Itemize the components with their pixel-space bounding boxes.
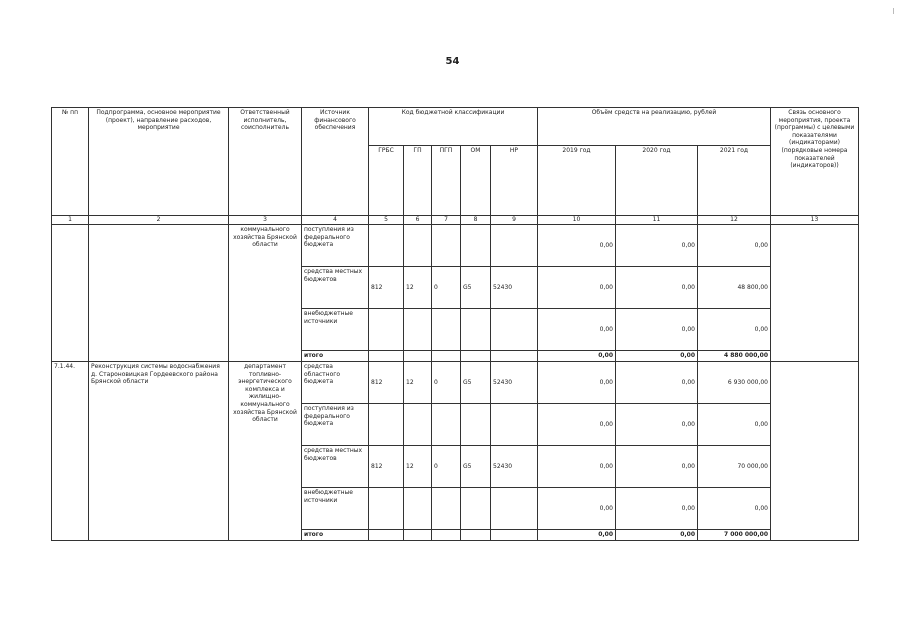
cell-grbs (369, 309, 404, 351)
cell-source: средства местных бюджетов (302, 267, 369, 309)
cell-total-2021: 7 000 000,00 (698, 530, 771, 541)
cell-pgp (432, 225, 461, 267)
header-program: Подпрограмма, основное мероприятие (проект), направление расходов, мероприятие (89, 108, 229, 216)
cell-grbs (369, 351, 404, 362)
cell-source: поступления из федерального бюджета (302, 225, 369, 267)
col-number: 11 (616, 216, 698, 225)
cell-total-2020: 0,00 (616, 530, 698, 541)
cell-grbs (369, 488, 404, 530)
cell-gp (404, 225, 432, 267)
cell-pgp (432, 351, 461, 362)
cell-source: средства областного бюджета (302, 362, 369, 404)
cell-gp (404, 404, 432, 446)
cell-total-2020: 0,00 (616, 351, 698, 362)
header-volume: Объём средств на реализацию, рублей (538, 108, 771, 146)
header-source: Источник финансового обеспечения (302, 108, 369, 216)
header-2020: 2020 год (616, 146, 698, 216)
header-link: Связь основного мероприятия, проекта (программы) с целевыми показателями (индикаторами) (порядковые номера показателей (индикаторов)) (771, 108, 859, 216)
cell-np: 52430 (491, 446, 538, 488)
cell-pgp (432, 530, 461, 541)
col-number: 7 (432, 216, 461, 225)
cell-program: Реконструкция системы водоснабжения д. Староновицкая Гордеевского района Брянской области (89, 362, 229, 541)
cell-no (52, 225, 89, 362)
cell-om (461, 225, 491, 267)
cell-np (491, 530, 538, 541)
cell-2019: 0,00 (538, 488, 616, 530)
cell-2019: 0,00 (538, 404, 616, 446)
table-row (52, 225, 859, 267)
cell-pgp: 0 (432, 267, 461, 309)
cell-pgp: 0 (432, 362, 461, 404)
header-grbs: ГРБС (369, 146, 404, 216)
cell-2021: 0,00 (698, 225, 771, 267)
cell-no: 7.1.44. (52, 362, 89, 541)
header-executor: Ответственный исполнитель, соисполнитель (229, 108, 302, 216)
cell-np (491, 488, 538, 530)
cell-om (461, 404, 491, 446)
cell-2019: 0,00 (538, 362, 616, 404)
header-no: № пп (52, 108, 89, 216)
cell-gp: 12 (404, 446, 432, 488)
cell-2020: 0,00 (616, 362, 698, 404)
cell-gp (404, 488, 432, 530)
cell-total-label: итого (302, 530, 369, 541)
cell-2021: 0,00 (698, 404, 771, 446)
cell-pgp (432, 488, 461, 530)
cell-total-2019: 0,00 (538, 530, 616, 541)
cell-2021: 70 000,00 (698, 446, 771, 488)
cell-2020: 0,00 (616, 404, 698, 446)
cell-pgp (432, 309, 461, 351)
cell-source: внебюджетные источники (302, 309, 369, 351)
cell-grbs (369, 404, 404, 446)
cell-2020: 0,00 (616, 225, 698, 267)
col-number: 4 (302, 216, 369, 225)
header-gp: ГП (404, 146, 432, 216)
col-number: 12 (698, 216, 771, 225)
cell-grbs: 812 (369, 267, 404, 309)
col-number: 1 (52, 216, 89, 225)
cell-np: 52430 (491, 267, 538, 309)
header-np: НР (491, 146, 538, 216)
cell-gp (404, 309, 432, 351)
col-number: 2 (89, 216, 229, 225)
cell-2019: 0,00 (538, 309, 616, 351)
cell-2019: 0,00 (538, 446, 616, 488)
cell-om (461, 488, 491, 530)
cell-np (491, 225, 538, 267)
cell-om: G5 (461, 446, 491, 488)
cell-source: средства местных бюджетов (302, 446, 369, 488)
column-number-row (52, 216, 859, 225)
budget-table (51, 107, 859, 541)
cell-om: G5 (461, 362, 491, 404)
header-budget-code: Код бюджетной классификации (369, 108, 538, 146)
cell-2021: 0,00 (698, 488, 771, 530)
cell-2020: 0,00 (616, 267, 698, 309)
cell-total-2021: 4 880 000,00 (698, 351, 771, 362)
cell-2020: 0,00 (616, 446, 698, 488)
cell-grbs (369, 530, 404, 541)
cell-gp (404, 351, 432, 362)
cell-pgp (432, 404, 461, 446)
table-row (52, 362, 859, 404)
cell-om: G5 (461, 267, 491, 309)
col-number: 9 (491, 216, 538, 225)
cell-2020: 0,00 (616, 488, 698, 530)
header-row (52, 108, 859, 146)
cell-total-label: итого (302, 351, 369, 362)
col-number: 8 (461, 216, 491, 225)
cell-om (461, 309, 491, 351)
cell-2021: 48 800,00 (698, 267, 771, 309)
cell-pgp: 0 (432, 446, 461, 488)
col-number: 6 (404, 216, 432, 225)
cell-2019: 0,00 (538, 225, 616, 267)
cell-total-2019: 0,00 (538, 351, 616, 362)
cell-program (89, 225, 229, 362)
cell-grbs: 812 (369, 446, 404, 488)
cell-gp: 12 (404, 362, 432, 404)
col-number: 5 (369, 216, 404, 225)
cell-gp: 12 (404, 267, 432, 309)
header-om: ОМ (461, 146, 491, 216)
cell-source: поступления из федерального бюджета (302, 404, 369, 446)
cell-grbs: 812 (369, 362, 404, 404)
header-2019: 2019 год (538, 146, 616, 216)
cell-om (461, 530, 491, 541)
cell-executor: коммунального хозяйства Брянской области (229, 225, 302, 362)
col-number: 3 (229, 216, 302, 225)
header-2021: 2021 год (698, 146, 771, 216)
cell-2021: 0,00 (698, 309, 771, 351)
cell-np (491, 309, 538, 351)
cell-source: внебюджетные источники (302, 488, 369, 530)
cell-grbs (369, 225, 404, 267)
cell-link (771, 225, 859, 362)
cell-om (461, 351, 491, 362)
edge-mark (893, 8, 894, 14)
cell-2019: 0,00 (538, 267, 616, 309)
page-number: 54 (445, 56, 460, 67)
cell-2020: 0,00 (616, 309, 698, 351)
cell-np (491, 404, 538, 446)
col-number: 13 (771, 216, 859, 225)
cell-link (771, 362, 859, 541)
cell-np (491, 351, 538, 362)
cell-gp (404, 530, 432, 541)
col-number: 10 (538, 216, 616, 225)
cell-2021: 6 930 000,00 (698, 362, 771, 404)
cell-executor: департамент топливно-энергетического комплекса и жилищно-коммунального хозяйства Брянской области (229, 362, 302, 541)
header-pgp: ПГП (432, 146, 461, 216)
cell-np: 52430 (491, 362, 538, 404)
